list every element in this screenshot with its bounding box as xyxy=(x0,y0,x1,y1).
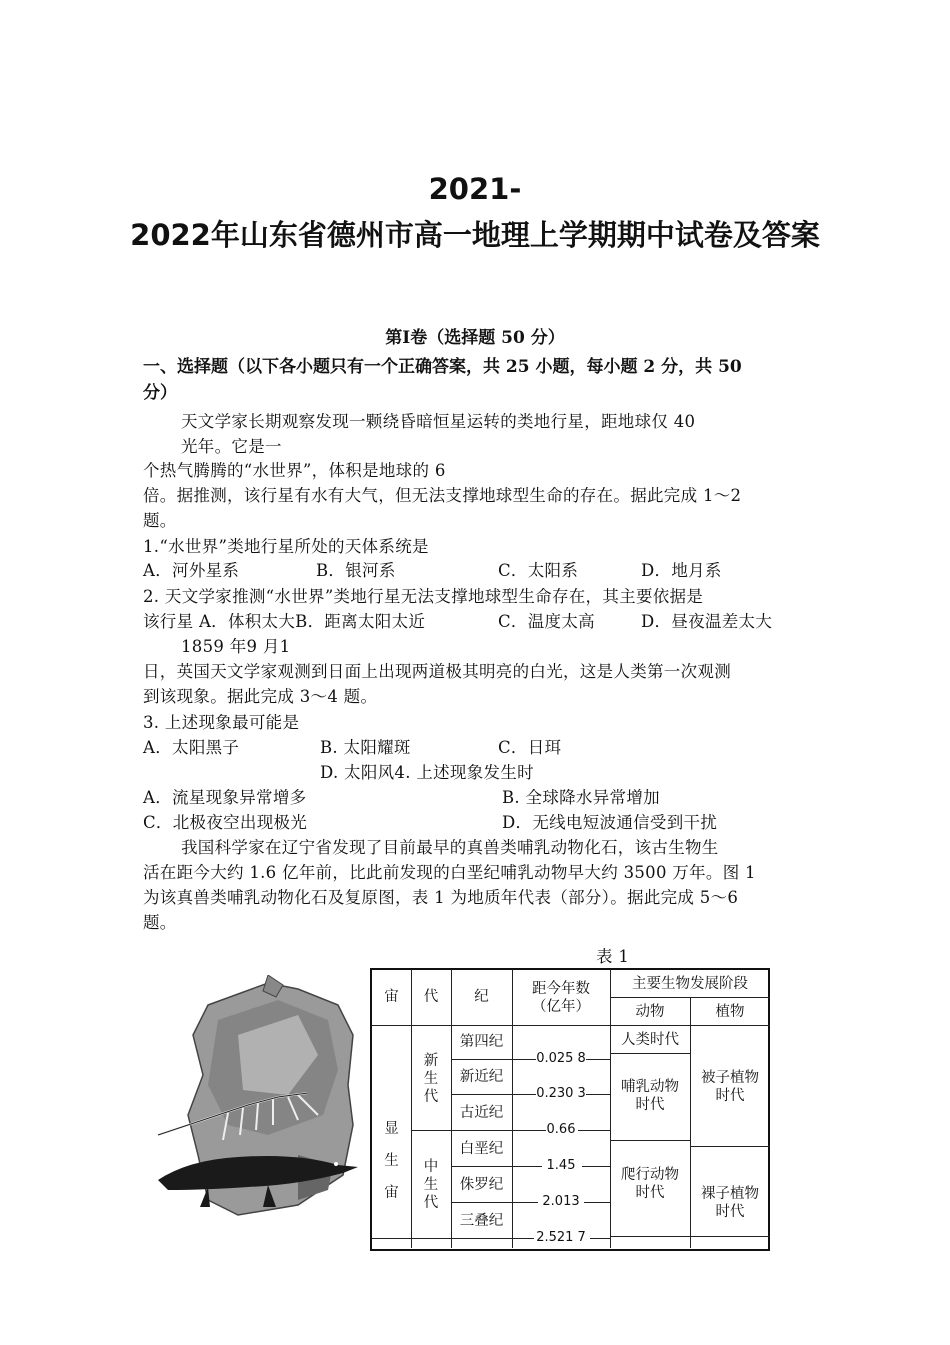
question-1-option-c: C．太阳系 xyxy=(498,561,579,580)
question-2-option-c: C．温度太高 xyxy=(498,612,595,631)
passage3-line: 题。 xyxy=(143,913,177,932)
passage1-line: 光年。它是一 xyxy=(181,437,282,456)
header-stage: 主要生物发展阶段 xyxy=(632,976,748,992)
question-4-option-c: C．北极夜空出现极光 xyxy=(143,813,308,832)
question-1-stem: 1.“水世界”类地行星所处的天体系统是 xyxy=(143,537,429,556)
era-cenozoic-char: 新 xyxy=(423,1053,439,1069)
table-caption: 表 1 xyxy=(596,947,630,966)
question-1-option-a: A．河外星系 xyxy=(143,561,240,580)
years-value: 2.013 xyxy=(542,1194,580,1209)
era-mesozoic-char: 代 xyxy=(423,1195,439,1211)
passage2-line: 日，英国天文学家观测到日面上出现两道极其明亮的白光，这是人类第一次观测 xyxy=(143,662,731,681)
passage3-line: 我国科学家在辽宁省发现了目前最早的真兽类哺乳动物化石，该古生物生 xyxy=(181,838,719,857)
header-era: 代 xyxy=(423,989,439,1005)
question-3-option-b: B. 太阳耀斑 xyxy=(320,738,411,757)
passage2-line: 到该现象。据此完成 3～4 题。 xyxy=(143,687,378,706)
animal-stage-mammal: 哺乳动物 xyxy=(621,1079,679,1095)
period-cell: 古近纪 xyxy=(459,1105,504,1121)
question-1-option-d: D．地月系 xyxy=(641,561,722,580)
header-years-unit: （亿年） xyxy=(532,999,590,1015)
question-2-option-d: D．昼夜温差太大 xyxy=(641,612,773,631)
period-cell: 三叠纪 xyxy=(459,1213,504,1229)
years-value: 1.45 xyxy=(546,1158,576,1173)
eon-char: 宙 xyxy=(384,1185,399,1201)
header-eon: 宙 xyxy=(384,989,399,1005)
eon-char: 显 xyxy=(384,1121,399,1137)
part-header: 第Ⅰ卷（选择题 50 分） xyxy=(385,328,565,348)
plant-stage-angiosperm: 被子植物 xyxy=(701,1070,759,1086)
passage3-line: 为该真兽类哺乳动物化石及复原图，表 1 为地质年代表（部分）。据此完成 5～6 xyxy=(143,888,739,907)
period-cell: 新近纪 xyxy=(459,1069,504,1085)
era-mesozoic-char: 中 xyxy=(423,1159,439,1175)
question-3-option-d-and-question-4-stem: D. 太阳风4. 上述现象发生时 xyxy=(320,763,534,782)
passage1-line: 个热气腾腾的“水世界”，体积是地球的 6 xyxy=(143,461,446,480)
question-4-option-a: A．流星现象异常增多 xyxy=(143,788,307,807)
question-2-options-ab: 该行星 A．体积太大B．距离太阳太近 xyxy=(143,612,426,631)
header-period: 纪 xyxy=(474,989,489,1005)
header-animal: 动物 xyxy=(635,1004,665,1020)
period-cell: 侏罗纪 xyxy=(459,1177,504,1193)
question-3-stem: 3. 上述现象最可能是 xyxy=(143,713,300,732)
period-cell: 白垩纪 xyxy=(459,1141,504,1157)
animal-stage-human: 人类时代 xyxy=(621,1032,679,1048)
passage1-line: 倍。据推测，该行星有水有大气，但无法支撑地球型生命的存在。据此完成 1～2 xyxy=(143,486,742,505)
animal-stage-mammal-cont: 时代 xyxy=(635,1097,665,1113)
header-years: 距今年数 xyxy=(532,981,590,997)
period-cell: 第四纪 xyxy=(459,1034,504,1050)
years-value: 0.66 xyxy=(546,1122,576,1137)
question-3-option-a: A．太阳黑子 xyxy=(143,738,240,757)
era-cenozoic-char: 代 xyxy=(423,1089,439,1105)
era-cenozoic-char: 生 xyxy=(423,1071,439,1087)
geologic-time-table xyxy=(370,968,770,1251)
passage1-line: 天文学家长期观察发现一颗绕昏暗恒星运转的类地行星，距地球仅 40 xyxy=(181,412,696,431)
eon-char: 生 xyxy=(384,1153,399,1169)
plant-stage-gymnosperm-cont: 时代 xyxy=(715,1204,745,1220)
header-plant: 植物 xyxy=(715,1004,745,1020)
question-1-option-b: B．银河系 xyxy=(316,561,396,580)
years-value: 2.521 7 xyxy=(536,1230,586,1245)
era-mesozoic-char: 生 xyxy=(423,1177,439,1193)
animal-stage-reptile: 爬行动物 xyxy=(621,1167,679,1183)
question-3-option-c: C．日珥 xyxy=(498,738,562,757)
page-title-line2: 2022年山东省德州市高一地理上学期期中试卷及答案 xyxy=(130,218,820,252)
section-heading: 一、选择题（以下各小题只有一个正确答案，共 25 小题，每小题 2 分，共 50 xyxy=(143,357,742,377)
section-heading-cont: 分） xyxy=(143,383,177,403)
question-4-option-b: B. 全球降水异常增加 xyxy=(502,788,660,807)
page-title-line1: 2021- xyxy=(428,172,522,206)
fossil-figure xyxy=(148,975,363,1225)
passage2-line: 1859 年9 月1 xyxy=(181,637,291,656)
years-value: 0.025 8 xyxy=(536,1051,586,1066)
animal-stage-reptile-cont: 时代 xyxy=(635,1185,665,1201)
question-4-option-d: D．无线电短波通信受到干扰 xyxy=(502,813,718,832)
years-value: 0.230 3 xyxy=(536,1086,586,1101)
passage3-line: 活在距今大约 1.6 亿年前，比此前发现的白垩纪哺乳动物早大约 3500 万年。图 1 xyxy=(143,863,756,882)
question-2-stem: 2. 天文学家推测“水世界”类地行星无法支撑地球型生命存在，其主要依据是 xyxy=(143,587,704,606)
plant-stage-gymnosperm: 裸子植物 xyxy=(701,1186,759,1202)
plant-stage-angiosperm-cont: 时代 xyxy=(715,1088,745,1104)
passage1-line: 题。 xyxy=(143,511,177,530)
